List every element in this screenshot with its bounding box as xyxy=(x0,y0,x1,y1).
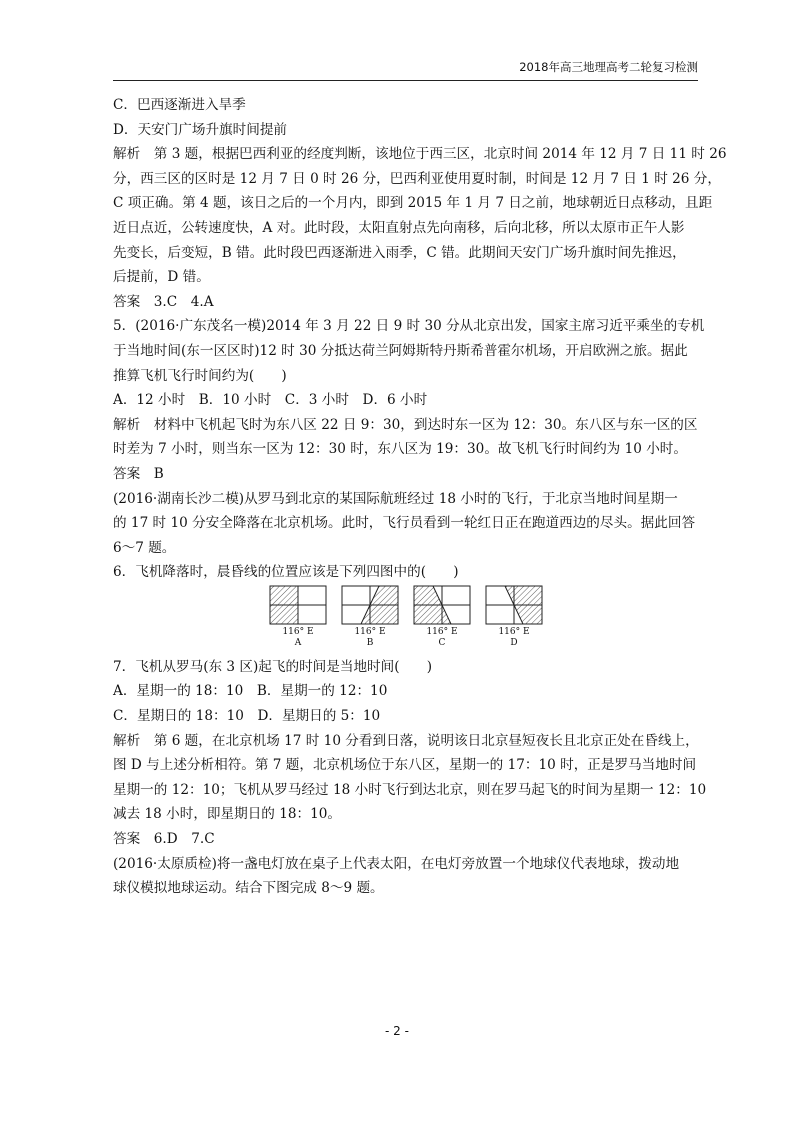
text-line: 分，西三区的区时是 12 月 7 日 0 时 26 分，巴西利亚使用夏时制，时间是 12 月 7 日 1 时 26 分， xyxy=(113,170,721,187)
text-line: 解析 材料中飞机起飞时为东八区 22 日 9：30，到达时东一区为 12：30。东八区与东一区的区 xyxy=(113,416,698,433)
text-line: 6～7 题。 xyxy=(113,539,176,556)
figure-panel-a xyxy=(269,585,327,648)
text-line: 先变长，后变短，B 错。此时段巴西逐渐进入雨季，C 错。此期间天安门广场升旗时间先推迟， xyxy=(113,244,686,261)
text-line: 推算飞机飞行时间约为( ) xyxy=(113,367,287,384)
panel-d-diagram xyxy=(485,585,543,625)
text-line: D．天安门广场升旗时间提前 xyxy=(113,121,288,138)
text-line: 答案 B xyxy=(113,465,164,482)
page-number: - 2 - xyxy=(385,1024,409,1038)
text-line: 5．(2016·广东茂名一模)2014 年 3 月 22 日 9 时 30 分从北京出发，国家主席习近平乘坐的专机 xyxy=(113,318,705,335)
panel-a-diagram xyxy=(269,585,327,625)
text-line: A．12 小时 B．10 小时 C．3 小时 D．6 小时 xyxy=(113,392,428,409)
text-line: 解析 第 3 题，根据巴西利亚的经度判断，该地位于西三区，北京时间 2014 年 12 月 7 日 11 时 26 xyxy=(113,146,727,163)
text-line: 答案 3.C 4.A xyxy=(113,293,214,310)
text-line: C 项正确。第 4 题，该日之后的一个月内，即到 2015 年 1 月 7 日之前，地球朝近日点移动，且距 xyxy=(113,195,713,212)
text-line: 7．飞机从罗马(东 3 区)起飞的时间是当地时间( ) xyxy=(113,658,433,675)
panel-a-label: A xyxy=(294,637,302,648)
panel-d-longitude: 116° E xyxy=(498,626,530,637)
panel-c-longitude: 116° E xyxy=(426,626,458,637)
text-block-bottom xyxy=(113,655,707,901)
panel-b-longitude: 116° E xyxy=(354,626,386,637)
figure-panel-b xyxy=(341,585,399,648)
text-line: 答案 6.D 7.C xyxy=(113,831,215,848)
text-line: 球仪模拟地球运动。结合下图完成 8～9 题。 xyxy=(113,880,384,897)
header-title: 2018年高三地理高考二轮复习检测 xyxy=(519,60,698,74)
text-block-top xyxy=(113,93,727,585)
text-line: C．巴西逐渐进入旱季 xyxy=(113,97,246,113)
panel-b-label: B xyxy=(366,637,374,648)
document-body xyxy=(113,93,727,901)
text-line: 减去 18 小时，即星期日的 18：10。 xyxy=(113,806,341,823)
panel-c-diagram xyxy=(413,585,471,625)
text-line: 6．飞机降落时，晨昏线的位置应该是下列四图中的( ) xyxy=(113,564,459,581)
panel-c-label: C xyxy=(438,637,446,648)
text-line: 于当地时间(东一区区时)12 时 30 分抵达荷兰阿姆斯特丹斯希普霍尔机场，开启欧洲之旅。据此 xyxy=(113,342,688,359)
terminator-figure xyxy=(269,585,703,655)
page-header xyxy=(113,58,698,81)
panel-a-longitude: 116° E xyxy=(282,626,314,637)
text-line: 图 D 与上述分析相符。第 7 题，北京机场位于东八区，星期一的 17：10 时，正是罗马当地时间 xyxy=(113,757,697,774)
text-line: 的 17 时 10 分安全降落在北京机场。此时，飞行员看到一轮红日正在跑道西边的尽头。据此回答 xyxy=(113,515,696,532)
panel-d-label: D xyxy=(510,637,518,648)
text-line: C．星期日的 18：10 D．星期日的 5：10 xyxy=(113,708,381,725)
figure-panel-c xyxy=(413,585,471,648)
text-line: 后提前，D 错。 xyxy=(113,269,210,286)
text-line: 星期一的 12：10；飞机从罗马经过 18 小时飞行到达北京，则在罗马起飞的时间为星期一 12：10 xyxy=(113,781,707,798)
text-line: (2016·湖南长沙二模)从罗马到北京的某国际航班经过 18 小时的飞行，于北京当地时间星期一 xyxy=(113,490,678,507)
text-line: 解析 第 6 题，在北京机场 17 时 10 分看到日落，说明该日北京昼短夜长且北京正处在昏线上， xyxy=(113,732,699,749)
panel-b-diagram xyxy=(341,585,399,625)
figure-panel-d xyxy=(485,585,543,648)
text-line: 近日点近，公转速度快，A 对。此时段，太阳直射点先向南移，后向北移，所以太原市正午人影 xyxy=(113,219,685,236)
page-footer xyxy=(0,1024,794,1038)
text-line: 时差为 7 小时，则当东一区为 12：30 时，东八区为 19：30。故飞机飞行时间约为 10 小时。 xyxy=(113,441,687,458)
text-line: (2016·太原质检)将一盏电灯放在桌子上代表太阳，在电灯旁放置一个地球仪代表地球，拨动地 xyxy=(113,855,680,872)
text-line: A．星期一的 18：10 B．星期一的 12：10 xyxy=(113,683,388,700)
